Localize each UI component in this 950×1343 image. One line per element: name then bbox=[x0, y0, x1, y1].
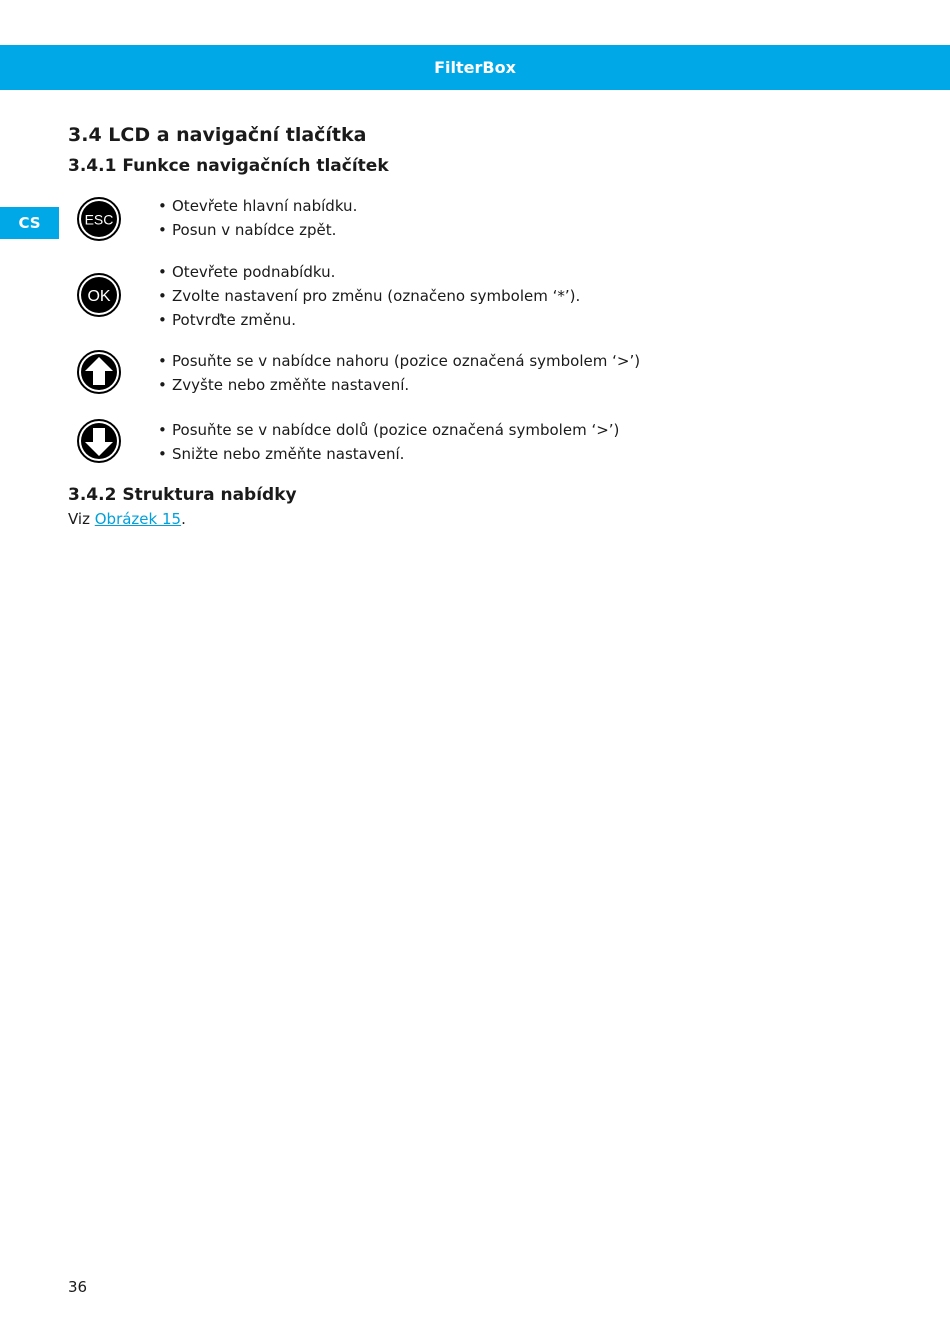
ok-icon-label: OK bbox=[87, 288, 111, 305]
esc-button-icon bbox=[77, 197, 121, 241]
list-item: • Potvrďte změnu. bbox=[158, 311, 297, 329]
ok-button-icon bbox=[77, 273, 121, 317]
page-number: 36 bbox=[68, 1278, 88, 1296]
list-item: • Posuňte se v nabídce nahoru (pozice označená symbolem ‘>’) bbox=[158, 352, 641, 370]
list-item: • Otevřete hlavní nabídku. bbox=[158, 197, 358, 215]
esc-icon-label: ESC bbox=[84, 211, 114, 228]
list-item: • Zvolte nastavení pro změnu (označeno symbolem ‘*’). bbox=[158, 287, 581, 305]
up-arrow-button-icon bbox=[77, 350, 121, 394]
language-tab: CS bbox=[0, 207, 59, 239]
esc-button-functions bbox=[158, 194, 357, 242]
subsection-title-buttons: 3.4.1 Funkce navigačních tlačítek bbox=[68, 156, 389, 176]
up-button-functions bbox=[158, 349, 640, 397]
section-title: 3.4 LCD a navigační tlačítka bbox=[68, 124, 367, 146]
figure-link[interactable]: Obrázek 15 bbox=[94, 510, 182, 528]
ok-button-functions bbox=[158, 260, 580, 332]
down-arrow-button-icon bbox=[77, 419, 121, 463]
down-button-functions bbox=[158, 418, 619, 466]
list-item: • Posun v nabídce zpět. bbox=[158, 221, 337, 239]
header-title: FilterBox bbox=[434, 58, 516, 77]
header-band bbox=[0, 45, 950, 90]
list-item: • Snižte nebo změňte nastavení. bbox=[158, 445, 405, 463]
list-item: • Zvyšte nebo změňte nastavení. bbox=[158, 376, 410, 394]
list-item: • Posuňte se v nabídce dolů (pozice označená symbolem ‘>’) bbox=[158, 421, 620, 439]
menu-structure-reference: Viz Obrázek 15. bbox=[68, 510, 186, 528]
list-item: • Otevřete podnabídku. bbox=[158, 263, 336, 281]
subsection-title-menu-structure: 3.4.2 Struktura nabídky bbox=[68, 485, 297, 505]
